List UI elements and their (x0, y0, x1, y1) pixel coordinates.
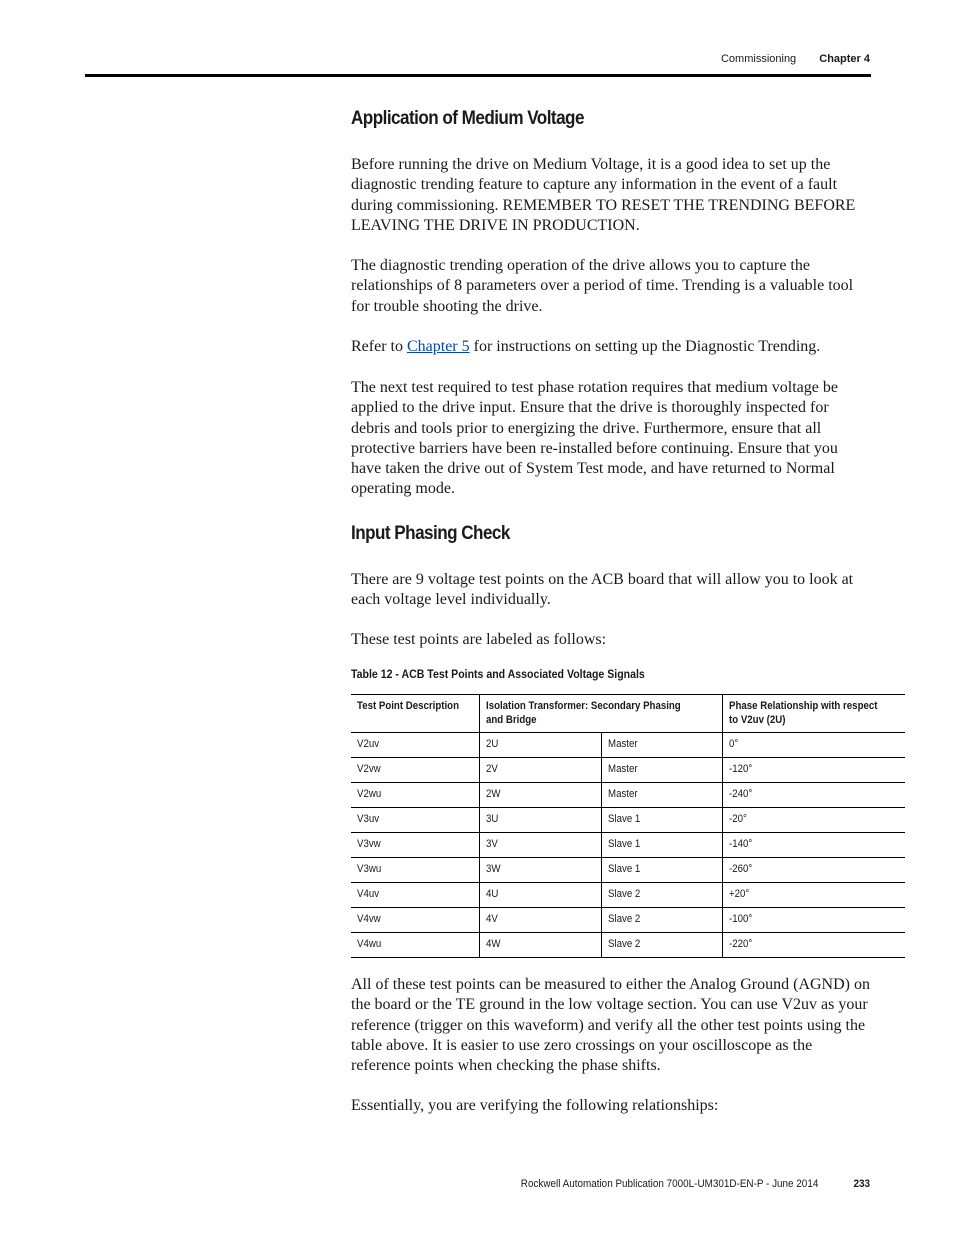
paragraph: The diagnostic trending operation of the drive allows you to capture the relationships of 8 parameters over a period of time. Trending is a valuable tool for trouble shooting the drive. (351, 257, 854, 315)
table-cell: 3W (479, 858, 601, 883)
table-row (351, 783, 905, 808)
paragraph: Before running the drive on Medium Voltage, it is a good idea to set up the diagnostic trending feature to capture any information in the event of a fault during commissioning. REMEMBER TO RESET THE TRENDING BEFORE LEAVING THE DRIVE IN PRODUCTION. (351, 156, 856, 234)
table-row (351, 908, 905, 933)
table-cell: Master (601, 733, 722, 758)
text: Refer to (351, 338, 407, 355)
table-cell: V4wu (351, 933, 479, 958)
table-cell: -240° (722, 783, 905, 808)
table-cell: -120° (722, 758, 905, 783)
page-footer (521, 1178, 870, 1190)
section-title-input-phasing: Input Phasing Check (351, 523, 510, 544)
table-cell: V4uv (351, 883, 479, 908)
table-header-row (351, 695, 905, 733)
table-cell: 4V (479, 908, 601, 933)
table-cell: V2wu (351, 783, 479, 808)
table-cell: V3uv (351, 808, 479, 833)
table-cell: 3V (479, 833, 601, 858)
table-cell: Master (601, 758, 722, 783)
table-cell: Master (601, 783, 722, 808)
table-row (351, 858, 905, 883)
table-cell: -20° (722, 808, 905, 833)
header-rule (85, 74, 871, 77)
table-row (351, 933, 905, 958)
table-cell: -220° (722, 933, 905, 958)
table-cell: 4U (479, 883, 601, 908)
table-row (351, 758, 905, 783)
table-cell: Slave 2 (601, 908, 722, 933)
page-number: 233 (853, 1178, 870, 1190)
table-cell: -260° (722, 858, 905, 883)
table-cell: Slave 2 (601, 933, 722, 958)
table-cell: 0° (722, 733, 905, 758)
table-row (351, 883, 905, 908)
table-cell: Slave 1 (601, 808, 722, 833)
publication-info: Rockwell Automation Publication 7000L-UM301D-EN-P - June 2014 (520, 1178, 819, 1190)
table-caption: Table 12 - ACB Test Points and Associated Voltage Signals (351, 667, 645, 681)
paragraph: These test points are labeled as follows: (351, 631, 607, 648)
table-cell: -100° (722, 908, 905, 933)
table-cell: 2U (479, 733, 601, 758)
paragraph: Essentially, you are verifying the following relationships: (351, 1097, 719, 1114)
column-header: Phase Relationship with respect to V2uv (2U) (722, 695, 905, 733)
section-title-medium-voltage: Application of Medium Voltage (351, 108, 584, 129)
text: for instructions on setting up the Diagnostic Trending. (469, 338, 821, 355)
paragraph: The next test required to test phase rotation requires that medium voltage be applied to the drive input. Ensure that the drive is thoroughly inspected for debris and tools prior to energizing the drive. Furthermore, ensure that all protective barriers have been re-installed before continuing. Ensure that you have taken the drive out of System Test mode, and have returned to Normal operating mode. (351, 379, 838, 498)
table-cell: 3U (479, 808, 601, 833)
table-cell: 2W (479, 783, 601, 808)
column-header: Test Point Description (351, 695, 479, 733)
table-cell: 2V (479, 758, 601, 783)
running-header (721, 53, 870, 65)
chapter-5-link[interactable]: Chapter 5 (406, 338, 470, 355)
table-cell: V2uv (351, 733, 479, 758)
test-points-table (351, 694, 905, 958)
table-row (351, 808, 905, 833)
table-cell: +20° (722, 883, 905, 908)
table-row (351, 833, 905, 858)
paragraph-refer (351, 337, 871, 357)
table-cell: Slave 1 (601, 858, 722, 883)
table-cell: Slave 2 (601, 883, 722, 908)
paragraph: All of these test points can be measured to either the Analog Ground (AGND) on the board or the TE ground in the low voltage section. You can use V2uv as your reference (trigger on this waveform) and verify all the other test points using the table above. It is easier to use zero crossings on your oscilloscope as the reference points when checking the phase shifts. (351, 976, 870, 1075)
table-cell: -140° (722, 833, 905, 858)
table-cell: V3vw (351, 833, 479, 858)
header-section: Commissioning (720, 53, 797, 65)
table-cell: V3wu (351, 858, 479, 883)
paragraph: There are 9 voltage test points on the ACB board that will allow you to look at each voltage level individually. (351, 571, 854, 609)
table-cell: Slave 1 (601, 833, 722, 858)
table-row (351, 733, 905, 758)
table-cell: V2vw (351, 758, 479, 783)
table-cell: 4W (479, 933, 601, 958)
column-header: Isolation Transformer: Secondary Phasing and Bridge (479, 695, 722, 733)
header-chapter: Chapter 4 (819, 53, 870, 65)
table-cell: V4vw (351, 908, 479, 933)
